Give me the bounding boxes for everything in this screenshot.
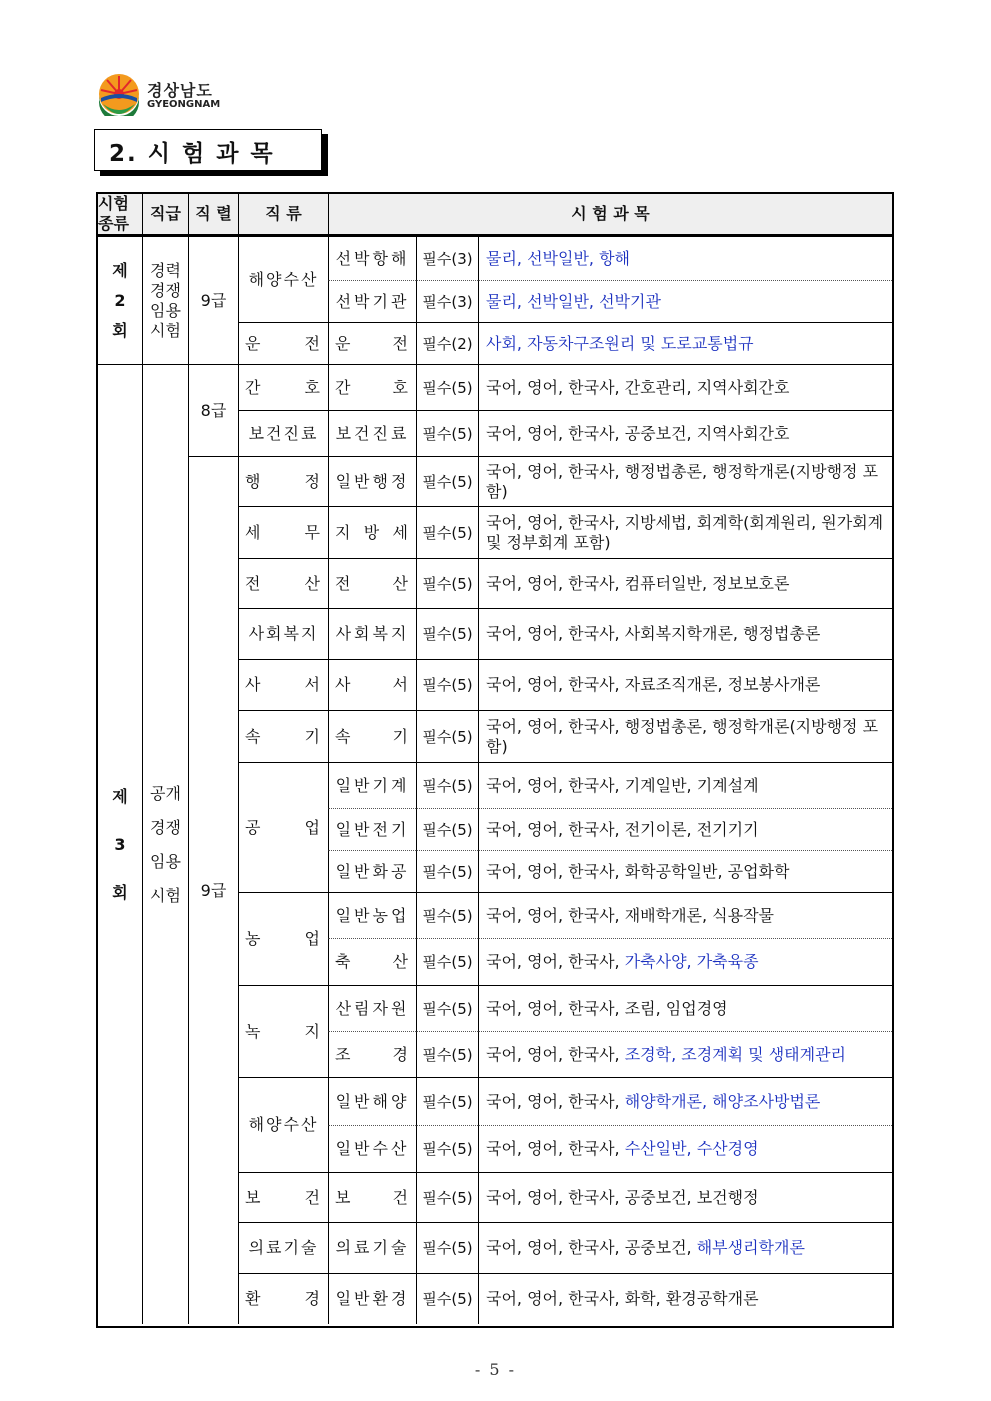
class-text: 보 bbox=[335, 1187, 353, 1207]
subjects-cell bbox=[478, 558, 892, 608]
required-count: 필수(5) bbox=[422, 574, 473, 593]
subjects-cell bbox=[478, 892, 892, 938]
series-text: 녹 bbox=[245, 1021, 263, 1041]
required-count: 필수(5) bbox=[422, 862, 473, 881]
class-text: 산 bbox=[392, 952, 410, 971]
series-cell-s5 bbox=[238, 456, 328, 506]
subjects-plain: 국어, 영어, 한국사, 공중보건, 보건행정 bbox=[486, 1187, 759, 1207]
subjects-text bbox=[486, 820, 759, 840]
series-cell-s12 bbox=[238, 892, 328, 985]
subjects-text bbox=[486, 574, 789, 594]
subjects-text bbox=[486, 675, 820, 695]
class-text: 산 bbox=[392, 573, 410, 593]
subjects-highlight: 해양학개론, 해양조사방법론 bbox=[624, 1091, 821, 1111]
round2-round-char: 2 bbox=[114, 290, 126, 310]
class-cell bbox=[328, 506, 416, 558]
subjects-text bbox=[486, 424, 789, 444]
required-cell bbox=[416, 236, 478, 280]
header-subjects bbox=[328, 194, 892, 234]
required-count: 필수(5) bbox=[422, 1188, 473, 1207]
grade-r3-8-text: 8급 bbox=[200, 400, 227, 420]
round3-round-char: 3 bbox=[114, 834, 126, 854]
required-cell bbox=[416, 608, 478, 659]
header-grade-label: 직급 bbox=[150, 204, 181, 223]
subjects-text bbox=[486, 513, 888, 553]
series-text: 산 bbox=[304, 573, 322, 593]
class-cell bbox=[328, 892, 416, 938]
gyeongnam-logo bbox=[97, 72, 237, 122]
class-text: 일반행정 bbox=[335, 471, 410, 491]
class-cell bbox=[328, 985, 416, 1031]
series-text: 전 bbox=[245, 573, 263, 593]
required-count: 필수(5) bbox=[422, 1140, 473, 1158]
subjects-plain: 국어, 영어, 한국사, 간호관리, 지역사회간호 bbox=[486, 377, 790, 397]
subjects-cell bbox=[478, 364, 892, 410]
grade-r3-9-text: 9급 bbox=[200, 880, 227, 900]
required-cell bbox=[416, 1077, 478, 1125]
required-cell bbox=[416, 506, 478, 558]
subjects-highlight: 해부생리학개론 bbox=[696, 1238, 805, 1257]
required-cell bbox=[416, 410, 478, 456]
series-text: 속 bbox=[245, 726, 263, 746]
class-text: 경 bbox=[392, 1044, 410, 1064]
subjects-cell bbox=[478, 985, 892, 1031]
required-cell bbox=[416, 1273, 478, 1324]
required-count: 필수(5) bbox=[422, 1045, 473, 1064]
class-cell bbox=[328, 280, 416, 322]
class-cell bbox=[328, 938, 416, 985]
class-cell bbox=[328, 850, 416, 892]
grade-r3-8 bbox=[188, 364, 238, 456]
series-text: 정 bbox=[304, 471, 322, 491]
series-text: 사회복지 bbox=[248, 624, 319, 643]
subjects-text bbox=[486, 862, 789, 882]
subjects-highlight: 가축사양, 가축육종 bbox=[624, 952, 759, 971]
series-text: 해양수산 bbox=[248, 269, 319, 289]
subjects-text bbox=[486, 1188, 759, 1208]
series-cell-s1 bbox=[238, 236, 328, 322]
class-text: 호 bbox=[392, 377, 410, 397]
logo-english-text: GYEONGNAM bbox=[147, 99, 221, 110]
exam-subjects-table bbox=[96, 192, 894, 1328]
series-cell-s8 bbox=[238, 608, 328, 659]
required-count: 필수(5) bbox=[422, 625, 473, 643]
subjects-cell bbox=[478, 322, 892, 364]
subjects-text bbox=[486, 624, 820, 644]
subjects-text bbox=[486, 462, 888, 502]
required-cell bbox=[416, 892, 478, 938]
subjects-cell bbox=[478, 808, 892, 850]
series-text: 행 bbox=[245, 471, 263, 491]
subjects-cell bbox=[478, 456, 892, 506]
round2-kind-text: 시험 bbox=[150, 320, 181, 340]
class-cell bbox=[328, 608, 416, 659]
round3-kind-text: 시험 bbox=[150, 885, 181, 905]
subjects-plain: 국어, 영어, 한국사, 화학, 환경공학개론 bbox=[486, 1289, 759, 1308]
subjects-plain: 국어, 영어, 한국사, 기계일반, 기계설계 bbox=[486, 775, 759, 795]
header-grade bbox=[142, 194, 188, 234]
class-cell bbox=[328, 1077, 416, 1125]
required-count: 필수(5) bbox=[422, 727, 473, 746]
class-text: 일반해양 bbox=[335, 1091, 410, 1111]
required-cell bbox=[416, 762, 478, 808]
required-count: 필수(5) bbox=[422, 953, 473, 971]
round2-round-char: 제 bbox=[112, 260, 128, 280]
required-count: 필수(5) bbox=[422, 523, 473, 542]
class-text: 의료기술 bbox=[335, 1238, 410, 1257]
subjects-plain: 국어, 영어, 한국사, 공중보건, bbox=[486, 1238, 697, 1257]
class-text: 선박항해 bbox=[335, 248, 410, 268]
class-cell bbox=[328, 659, 416, 710]
subjects-cell bbox=[478, 1077, 892, 1125]
series-text: 무 bbox=[304, 522, 322, 542]
subjects-cell bbox=[478, 410, 892, 456]
series-text: 의료기술 bbox=[248, 1238, 319, 1257]
series-cell-s16 bbox=[238, 1222, 328, 1273]
class-cell bbox=[328, 1172, 416, 1222]
grade-r2-9 bbox=[188, 236, 238, 364]
subjects-highlight: 수산일반, 수산경영 bbox=[624, 1139, 759, 1158]
subjects-plain: 국어, 영어, 한국사, 행정법총론, 행정학개론(지방행정 포함) bbox=[486, 461, 879, 501]
class-text: 간 bbox=[335, 377, 353, 397]
series-text: 업 bbox=[304, 817, 322, 837]
round2-kind-cell bbox=[142, 236, 188, 364]
required-cell bbox=[416, 1222, 478, 1273]
subjects-plain: 국어, 영어, 한국사, 자료조직개론, 정보봉사개론 bbox=[486, 675, 821, 694]
header-class-label: 직 류 bbox=[265, 204, 302, 223]
subjects-cell bbox=[478, 1031, 892, 1077]
subjects-plain: 국어, 영어, 한국사, 행정법총론, 행정학개론(지방행정 포함) bbox=[486, 716, 879, 756]
round3-round-char: 회 bbox=[112, 882, 128, 902]
required-cell bbox=[416, 808, 478, 850]
subjects-cell bbox=[478, 1273, 892, 1324]
subjects-cell bbox=[478, 710, 892, 762]
class-cell bbox=[328, 456, 416, 506]
class-cell bbox=[328, 710, 416, 762]
series-text: 지 bbox=[304, 1021, 322, 1041]
class-cell bbox=[328, 322, 416, 364]
subjects-plain: 국어, 영어, 한국사, bbox=[486, 952, 625, 971]
series-text: 공 bbox=[245, 817, 263, 837]
series-text: 간 bbox=[245, 377, 263, 397]
grade-r3-9 bbox=[188, 456, 238, 1324]
required-cell bbox=[416, 280, 478, 322]
required-count: 필수(5) bbox=[422, 424, 473, 443]
series-cell-s11 bbox=[238, 762, 328, 892]
round2-kind-text: 경쟁 bbox=[150, 280, 181, 300]
subjects-text bbox=[486, 1092, 820, 1112]
round3-kind-text: 공개 bbox=[150, 783, 181, 803]
class-text: 사회복지 bbox=[335, 624, 410, 643]
series-text: 농 bbox=[245, 929, 263, 948]
series-text: 서 bbox=[304, 675, 322, 694]
required-count: 필수(3) bbox=[422, 249, 473, 268]
subjects-text bbox=[486, 776, 759, 796]
required-count: 필수(5) bbox=[422, 820, 473, 839]
required-cell bbox=[416, 938, 478, 985]
subjects-highlight: 사회, 자동차구조원리 및 도로교통법규 bbox=[486, 333, 754, 353]
class-cell bbox=[328, 808, 416, 850]
subjects-text bbox=[486, 952, 759, 972]
subjects-cell bbox=[478, 1222, 892, 1273]
subjects-cell bbox=[478, 762, 892, 808]
subjects-text bbox=[486, 1289, 759, 1309]
subjects-text bbox=[486, 717, 888, 757]
subjects-text bbox=[486, 292, 661, 312]
class-cell bbox=[328, 410, 416, 456]
subjects-plain: 국어, 영어, 한국사, 사회복지학개론, 행정법총론 bbox=[486, 624, 821, 643]
class-text: 일반전기 bbox=[335, 819, 410, 839]
required-cell bbox=[416, 659, 478, 710]
class-cell bbox=[328, 1273, 416, 1324]
series-text: 전 bbox=[304, 333, 322, 353]
round3-round-char: 제 bbox=[112, 786, 128, 806]
class-text: 속 bbox=[335, 726, 353, 746]
subjects-text bbox=[486, 1045, 846, 1065]
class-text: 전 bbox=[392, 333, 410, 353]
series-text: 경 bbox=[304, 1289, 322, 1308]
round3-kind-cell bbox=[142, 364, 188, 1324]
subjects-text bbox=[486, 334, 754, 354]
subjects-text bbox=[486, 999, 728, 1019]
required-cell bbox=[416, 456, 478, 506]
round3-round-cell bbox=[98, 364, 142, 1324]
subjects-text bbox=[486, 1139, 759, 1159]
series-cell-s15 bbox=[238, 1172, 328, 1222]
required-count: 필수(5) bbox=[422, 1092, 473, 1111]
class-text: 사 bbox=[335, 675, 353, 694]
round2-kind-text: 경력 bbox=[150, 260, 181, 280]
header-series-label: 직 렬 bbox=[195, 204, 232, 223]
class-text: 서 bbox=[392, 675, 410, 694]
class-text: 조 bbox=[335, 1044, 353, 1064]
series-cell-s6 bbox=[238, 506, 328, 558]
required-cell bbox=[416, 558, 478, 608]
subjects-plain: 국어, 영어, 한국사, bbox=[486, 1091, 625, 1111]
series-text: 사 bbox=[245, 675, 263, 694]
required-cell bbox=[416, 1125, 478, 1172]
required-count: 필수(2) bbox=[422, 334, 473, 353]
series-cell-s2 bbox=[238, 322, 328, 364]
header-exam-type-label: 시험종류 bbox=[98, 194, 129, 233]
subjects-cell bbox=[478, 236, 892, 280]
class-cell bbox=[328, 1125, 416, 1172]
class-text: 기 bbox=[392, 726, 410, 746]
series-text: 호 bbox=[304, 377, 322, 397]
series-text: 기 bbox=[304, 726, 322, 746]
series-text: 업 bbox=[304, 929, 322, 948]
class-text: 일반화공 bbox=[335, 861, 410, 881]
class-text: 건 bbox=[392, 1187, 410, 1207]
series-cell-s14 bbox=[238, 1077, 328, 1172]
section-title-box bbox=[94, 129, 322, 171]
series-text: 보건진료 bbox=[248, 423, 319, 443]
subjects-plain: 국어, 영어, 한국사, bbox=[486, 1044, 625, 1064]
subjects-text bbox=[486, 906, 774, 926]
required-cell bbox=[416, 1172, 478, 1222]
subjects-cell bbox=[478, 1125, 892, 1172]
subjects-cell bbox=[478, 938, 892, 985]
class-cell bbox=[328, 558, 416, 608]
series-cell-s3 bbox=[238, 364, 328, 410]
class-text: 보건진료 bbox=[335, 423, 410, 443]
class-text: 세 bbox=[392, 522, 410, 542]
header-exam-type bbox=[98, 194, 142, 234]
subjects-text bbox=[486, 249, 630, 269]
series-text: 건 bbox=[304, 1187, 322, 1207]
header-series bbox=[188, 194, 238, 234]
required-cell bbox=[416, 850, 478, 892]
class-text: 축 bbox=[335, 952, 353, 971]
series-cell-s17 bbox=[238, 1273, 328, 1324]
class-cell bbox=[328, 1222, 416, 1273]
gyeongnam-emblem-icon bbox=[97, 72, 141, 116]
logo-korean-text: 경상남도 bbox=[147, 81, 213, 100]
required-count: 필수(5) bbox=[422, 999, 473, 1018]
series-text: 보 bbox=[245, 1187, 263, 1207]
subjects-text bbox=[486, 378, 789, 398]
subjects-text bbox=[486, 1238, 805, 1258]
class-text: 전 bbox=[335, 573, 353, 593]
subjects-highlight: 물리, 선박일반, 항해 bbox=[486, 248, 630, 268]
series-cell-s13 bbox=[238, 985, 328, 1077]
class-cell bbox=[328, 762, 416, 808]
required-count: 필수(5) bbox=[422, 472, 473, 491]
required-count: 필수(5) bbox=[422, 378, 473, 397]
required-count: 필수(3) bbox=[422, 292, 473, 311]
subjects-cell bbox=[478, 1172, 892, 1222]
round2-kind-text: 임용 bbox=[150, 300, 181, 320]
subjects-plain: 국어, 영어, 한국사, bbox=[486, 1139, 625, 1158]
class-text: 일반기계 bbox=[335, 775, 410, 795]
section-title: 2. 시 험 과 목 bbox=[109, 141, 275, 167]
required-count: 필수(5) bbox=[422, 676, 473, 694]
class-text: 방 bbox=[363, 522, 382, 542]
required-count: 필수(5) bbox=[422, 1239, 473, 1257]
required-count: 필수(5) bbox=[422, 1290, 473, 1308]
series-cell-s10 bbox=[238, 710, 328, 762]
subjects-plain: 국어, 영어, 한국사, 컴퓨터일반, 정보보호론 bbox=[486, 573, 790, 593]
subjects-plain: 국어, 영어, 한국사, 공중보건, 지역사회간호 bbox=[486, 423, 790, 443]
subjects-highlight: 조경학, 조경계획 및 생태계관리 bbox=[624, 1044, 846, 1064]
required-count: 필수(5) bbox=[422, 776, 473, 795]
class-text: 운 bbox=[335, 333, 353, 353]
required-cell bbox=[416, 1031, 478, 1077]
series-text: 운 bbox=[245, 333, 263, 353]
series-text: 세 bbox=[245, 522, 263, 542]
class-cell bbox=[328, 364, 416, 410]
header-subjects-label: 시 험 과 목 bbox=[571, 204, 650, 223]
round2-round-cell bbox=[98, 236, 142, 364]
subjects-cell bbox=[478, 608, 892, 659]
series-text: 환 bbox=[245, 1289, 263, 1308]
series-text: 해양수산 bbox=[248, 1115, 319, 1134]
page-number: - 5 - bbox=[474, 1360, 517, 1379]
subjects-cell bbox=[478, 659, 892, 710]
round3-kind-text: 경쟁 bbox=[150, 817, 181, 837]
subjects-plain: 국어, 영어, 한국사, 지방세법, 회계학(회계원리, 원가회계 및 정부회계 포함) bbox=[486, 512, 884, 552]
class-cell bbox=[328, 1031, 416, 1077]
required-cell bbox=[416, 985, 478, 1031]
round2-round-char: 회 bbox=[112, 320, 128, 340]
class-text: 지 bbox=[335, 522, 353, 542]
required-cell bbox=[416, 710, 478, 762]
required-cell bbox=[416, 322, 478, 364]
series-cell-s4 bbox=[238, 410, 328, 456]
subjects-plain: 국어, 영어, 한국사, 전기이론, 전기기기 bbox=[486, 819, 759, 839]
subjects-plain: 국어, 영어, 한국사, 화학공학일반, 공업화학 bbox=[486, 861, 790, 881]
subjects-cell bbox=[478, 850, 892, 892]
subjects-highlight: 물리, 선박일반, 선박기관 bbox=[486, 291, 661, 311]
series-cell-s9 bbox=[238, 659, 328, 710]
round3-kind-text: 임용 bbox=[150, 851, 181, 871]
class-text: 일반농업 bbox=[335, 905, 410, 925]
class-text: 일반환경 bbox=[335, 1289, 410, 1308]
class-text: 산림자원 bbox=[335, 998, 410, 1018]
subjects-plain: 국어, 영어, 한국사, 조림, 임업경영 bbox=[486, 998, 728, 1018]
subjects-plain: 국어, 영어, 한국사, 재배학개론, 식용작물 bbox=[486, 905, 774, 925]
class-text: 선박기관 bbox=[335, 291, 410, 311]
subjects-cell bbox=[478, 506, 892, 558]
series-cell-s7 bbox=[238, 558, 328, 608]
subjects-cell bbox=[478, 280, 892, 322]
header-class bbox=[238, 194, 328, 234]
class-cell bbox=[328, 236, 416, 280]
class-text: 일반수산 bbox=[335, 1139, 410, 1158]
required-cell bbox=[416, 364, 478, 410]
grade-r2-9-text: 9급 bbox=[200, 290, 227, 310]
required-count: 필수(5) bbox=[422, 906, 473, 925]
